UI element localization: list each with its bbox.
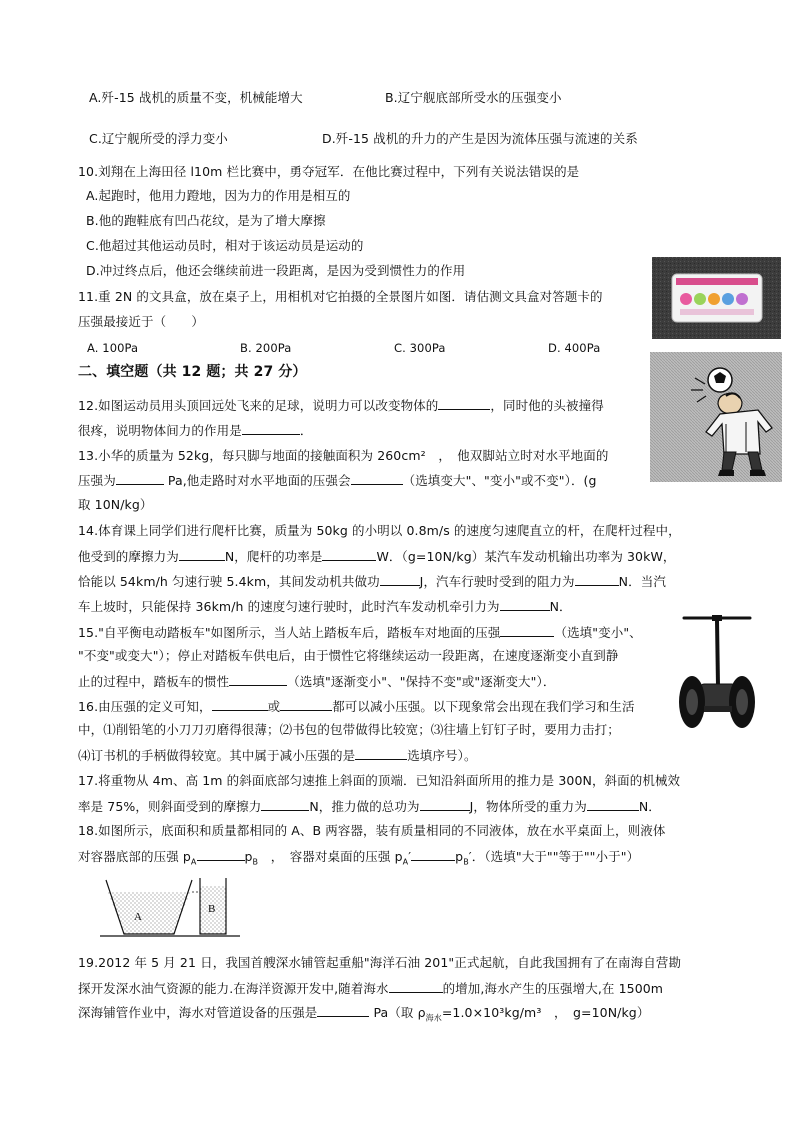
q14-blank-3[interactable] — [380, 573, 420, 586]
q18-line2 — [78, 848, 639, 871]
q9-option-c: C.辽宁舰所受的浮力变小 — [89, 131, 228, 146]
q12-text-1: 12.如图运动员用头顶回远处飞来的足球，说明力可以改变物体的 — [78, 398, 439, 413]
q16-line3 — [78, 747, 477, 764]
q12-blank-2[interactable] — [242, 422, 300, 435]
q14-text-6: N．当汽 — [618, 574, 666, 589]
q11-option-c: C. 300Pa — [394, 341, 446, 355]
q19-blank-1[interactable] — [389, 980, 443, 993]
q14-line1: 14.体育课上同学们进行爬杆比赛，质量为 50kg 的小明以 0.8m/s 的速度匀速爬直立的杆，在爬杆过程中， — [78, 523, 681, 538]
q16-text-3: 都可以减小压强。以下现象常会出现在我们学习和生活 — [332, 699, 635, 714]
q18-sub-b2: B — [463, 857, 469, 867]
q17-text-1: 率是 75%，则斜面受到的摩擦力 — [78, 799, 262, 814]
q19-text-1: 探开发深水油气资源的能力.在海洋资源开发中,随着海水 — [78, 981, 389, 996]
q18-text-6: ′．（选填"大于""等于""小于"） — [468, 849, 640, 864]
q14-line2 — [78, 548, 676, 565]
q15-line3 — [78, 673, 555, 690]
q12-line2 — [78, 422, 312, 439]
q12-text-3: 很疼，说明物体间力的作用是 — [78, 423, 242, 438]
q19-line3 — [78, 1004, 649, 1027]
q19-text-5: =1.0×10³kg/m³ ， g=10N/kg） — [441, 1005, 650, 1020]
q15-line1 — [78, 624, 642, 641]
q14-text-5: J，汽车行驶时受到的阻力为 — [419, 574, 575, 589]
q14-blank-5[interactable] — [500, 598, 550, 611]
q12-blank-1[interactable] — [438, 397, 490, 410]
container-a-label: A — [134, 911, 142, 923]
q17-line1: 17.将重物从 4m、高 1m 的斜面底部匀速推上斜面的顶端．已知沿斜面所用的推力是 300N，斜面的机械效 — [78, 773, 681, 788]
q16-line1 — [78, 698, 635, 715]
q16-text-1: 16.由压强的定义可知， — [78, 699, 212, 714]
q11-stem-line1: 11.重 2N 的文具盒，放在桌子上，用相机对它拍摄的全景图片如图．请估测文具盒对答题卡的 — [78, 289, 603, 304]
q19-blank-2[interactable] — [317, 1004, 369, 1017]
q10-option-a: A.起跑时，他用力蹬地，因为力的作用是相互的 — [86, 188, 351, 203]
q13-text-3: （选填变大"、"变小"或不变"）．(g — [402, 473, 597, 488]
q14-blank-2[interactable] — [322, 548, 376, 561]
container-b-label: B — [208, 903, 216, 915]
q14-line3 — [78, 573, 666, 590]
q17-blank-3[interactable] — [587, 798, 639, 811]
q14-blank-1[interactable] — [179, 548, 225, 561]
soccer-header-illustration — [650, 352, 782, 482]
q14-blank-4[interactable] — [575, 573, 619, 586]
q13-blank-2[interactable] — [351, 472, 403, 485]
q16-blank-3[interactable] — [355, 747, 407, 760]
q11-option-b: B. 200Pa — [240, 341, 292, 355]
q17-blank-1[interactable] — [261, 798, 309, 811]
q19-line1: 19.2012 年 5 月 21 日，我国首艘深水铺管起重船"海洋石油 201"正式起航，自此我国拥有了在南海自营勘 — [78, 955, 682, 970]
q15-text-3: 止的过程中，踏板车的惯性 — [78, 674, 230, 689]
q13-line1: 13.小华的质量为 52kg，每只脚与地面的接触面积为 260cm² ， 他双脚站立时对水平地面的 — [78, 448, 609, 463]
q13-line3: 取 10N/kg） — [78, 497, 153, 512]
q14-text-7: 车上坡时，只能保持 36km/h 的速度匀速行驶时，此时汽车发动机牵引力为 — [78, 599, 500, 614]
q16-line2: 中，⑴削铅笔的小刀刀刃磨得很薄；⑵书包的包带做得比较宽；⑶往墙上钉钉子时，要用力击打； — [78, 722, 620, 737]
q14-text-8: N． — [549, 599, 572, 614]
q16-text-4: ⑷订书机的手柄做得较宽。其中属于减小压强的是 — [78, 748, 356, 763]
q18-sub-a: A — [190, 857, 197, 867]
q18-text-2: p — [244, 849, 253, 864]
q10-option-b: B.他的跑鞋底有凹凸花纹，是为了增大摩擦 — [86, 213, 326, 228]
q19-text-2: 的增加,海水产生的压强增大,在 1500m — [442, 981, 664, 996]
q18-blank-2[interactable] — [411, 848, 455, 861]
q9-option-b: B.辽宁舰底部所受水的压强变小 — [385, 90, 562, 105]
q17-text-2: N，推力做的总功为 — [309, 799, 420, 814]
q18-text-3: ， 容器对桌面的压强 p — [258, 849, 403, 864]
q18-line1: 18.如图所示，底面积和质量都相同的 A、B 两容器，装有质量相同的不同液体，放在水平桌面上，则液体 — [78, 823, 666, 838]
q15-text-4: （选填"逐渐变小"、"保持不变"或"逐渐变大"）． — [287, 674, 556, 689]
q10-option-d: D.冲过终点后，他还会继续前进一段距离，是因为受到惯性力的作用 — [86, 263, 466, 278]
q16-text-5: 选填序号）。 — [407, 748, 477, 763]
q18-text-4: ′ — [408, 849, 412, 864]
q18-text-1: 对容器底部的压强 p — [78, 849, 191, 864]
q14-text-4: 恰能以 54km/h 匀速行驶 5.4km，其间发动机共做功 — [78, 574, 380, 589]
q17-line2 — [78, 798, 661, 815]
q14-text-1: 他受到的摩擦力为 — [78, 549, 179, 564]
q15-blank-2[interactable] — [229, 673, 287, 686]
q15-text-2: （选填"变小"、 — [554, 625, 642, 640]
q17-text-4: N． — [638, 799, 661, 814]
q12-text-2: ，同时他的头被撞得 — [490, 398, 604, 413]
q15-blank-1[interactable] — [500, 624, 554, 637]
q10-stem: 10.刘翔在上海田径 l10m 栏比赛中，勇夺冠军．在他比赛过程中，下列有关说法错误的是 — [78, 164, 580, 179]
containers-a-b-diagram — [100, 876, 240, 940]
q11-stem-line2: 压强最接近于（ ） — [78, 314, 205, 329]
q18-text-5: p — [455, 849, 464, 864]
self-balancing-scooter-illustration — [678, 606, 756, 736]
q16-blank-1[interactable] — [212, 698, 268, 711]
q14-text-3: W．（g=10N/kg）某汽车发动机输出功率为 30kW， — [376, 549, 676, 564]
q14-text-2: N，爬杆的功率是 — [224, 549, 323, 564]
q18-sub-b: B — [252, 857, 259, 867]
q15-line2: "不变"或变大"）；停止对踏板车供电后，由于惯性它将继续运动一段距离，在速度逐渐变小直到静 — [78, 648, 619, 663]
q12-text-4: ． — [299, 423, 313, 438]
q9-option-a: A.歼-15 战机的质量不变，机械能增大 — [89, 90, 303, 105]
q10-option-c: C.他超过其他运动员时，相对于该运动员是运动的 — [86, 238, 364, 253]
q17-text-3: J，物体所受的重力为 — [469, 799, 587, 814]
section-fill-in-title: 二、填空题（共 12 题；共 27 分） — [78, 364, 307, 380]
q17-blank-2[interactable] — [420, 798, 470, 811]
q14-line4 — [78, 598, 572, 615]
q15-text-1: 15."自平衡电动踏板车"如图所示，当人站上踏板车后，踏板车对地面的压强 — [78, 625, 501, 640]
q18-blank-1[interactable] — [197, 848, 245, 861]
q13-blank-1[interactable] — [116, 472, 164, 485]
q19-sub-seawater: 海水 — [425, 1013, 442, 1023]
q19-text-4: Pa（取 ρ — [369, 1005, 426, 1020]
q18-sub-a2: A — [402, 857, 409, 867]
q19-line2 — [78, 980, 663, 997]
q16-blank-2[interactable] — [280, 698, 332, 711]
q11-option-a: A. 100Pa — [87, 341, 139, 355]
q16-text-2: 或 — [267, 699, 281, 714]
q11-option-d: D. 400Pa — [548, 341, 601, 355]
q9-option-d: D.歼-15 战机的升力的产生是因为流体压强与流速的关系 — [322, 131, 638, 146]
q13-text-2: Pa,他走路时对水平地面的压强会 — [163, 473, 351, 488]
pencil-case-photo — [652, 257, 781, 339]
q12-line1 — [78, 397, 604, 414]
q19-text-3: 深海铺管作业中，海水对管道设备的压强是 — [78, 1005, 318, 1020]
q13-text-1: 压强为 — [78, 473, 116, 488]
q13-line2 — [78, 472, 597, 489]
